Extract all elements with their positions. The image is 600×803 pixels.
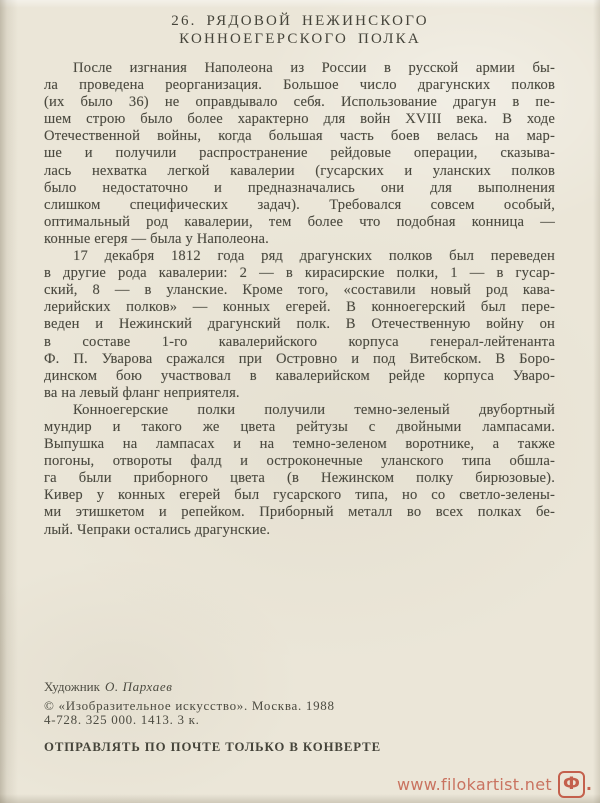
- text-line: После изгнания Наполеона из России в русской армии бы-: [73, 60, 555, 76]
- text-line: Кивер у конных егерей был гусарского типа, но со светло-зелены-: [44, 487, 555, 504]
- text-line: мундир и такого же цвета рейтузы с двойными лампасами.: [44, 418, 555, 435]
- text-line: было недостаточно и предназначались они для выполнения: [44, 179, 555, 196]
- watermark: [397, 771, 592, 798]
- text-line: лерийских полков» — конных егерей. В конноегерский был пере-: [44, 299, 555, 316]
- card-title: [0, 13, 600, 48]
- text-line: конные егеря — была у Наполеона.: [44, 230, 269, 247]
- text-line: лась нехватка легкой кавалерии (гусарских и уланских полков: [44, 162, 555, 179]
- text-line: в составе 1-го кавалерийского корпуса генерал-лейтенанта: [44, 333, 555, 350]
- text-line: (их было 36) не оправдывало себя. Использование драгун в пе-: [44, 94, 555, 111]
- text-line: Ф. П. Уварова сражался при Островно и под Витебском. В Боро-: [44, 350, 555, 367]
- text-line: 17 декабря 1812 года ряд драгунских полков был переведен: [73, 248, 555, 265]
- artist-name: О. Пархаев: [104, 679, 173, 694]
- text-line: шем строю было более характерно для войн XVIII века. В ходе: [44, 111, 555, 128]
- watermark-suffix: .: [585, 775, 592, 794]
- watermark-url: www.filokartist.net: [396, 775, 552, 794]
- text-line: Выпушка на лампасах и на темно-зеленом воротнике, а также: [44, 436, 555, 453]
- card-title-line2: КОННОЕГЕРСКОГО ПОЛКА: [179, 30, 421, 47]
- imprint-block: [44, 680, 524, 726]
- text-line: ше и получили распространение рейдовые операции, сказыва-: [44, 145, 555, 162]
- text-line: ми этишкетом и репейком. Приборный металл во всех полках бе-: [44, 504, 555, 521]
- text-line: Отечественной войны, когда большая часть боев велась на мар-: [44, 128, 555, 145]
- filokartist-logo-icon: Ф: [558, 771, 585, 798]
- text-line: слишком специфических задач). Требовался совсем особый,: [44, 196, 555, 213]
- text-line: Конноегерские полки получили темно-зеленый двубортный: [73, 401, 555, 418]
- text-line: ский, 8 — в уланские. Кроме того, «составили новый род кава-: [44, 282, 555, 299]
- mail-notice: ОТПРАВЛЯТЬ ПО ПОЧТЕ ТОЛЬКО В КОНВЕРТЕ: [44, 740, 382, 754]
- text-line: оптимальный род кавалерии, тем более что подобная конница —: [44, 213, 555, 230]
- text-line: в другие рода кавалерии: 2 — в кирасирские полки, 1 — в гусар-: [44, 265, 555, 282]
- print-code: 4-728. 325 000. 1413. 3 к.: [44, 712, 200, 727]
- text-line: погоны, отвороты фалд и остроконечные уланского типа обшла-: [44, 453, 555, 470]
- text-line: динском бою участвовал в кавалерийском рейде корпуса Уваро-: [44, 367, 555, 384]
- text-line: лый. Чепраки остались драгунские.: [44, 521, 271, 538]
- copyright-line: © «Изобразительное искусство». Москва. 1988: [44, 698, 335, 713]
- artist-credit: [44, 680, 524, 693]
- description-text: [44, 60, 555, 539]
- text-line: веден и Нежинский драгунский полк. В Отечественную войну он: [44, 316, 555, 333]
- text-line: ва на левый фланг неприятеля.: [44, 384, 240, 401]
- text-line: ла проведена реорганизация. Большое число драгунских полков: [44, 77, 555, 94]
- artist-label: Художник: [44, 679, 100, 694]
- text-line: га были приборного цвета (в Нежинском полку бирюзовые).: [44, 470, 555, 487]
- card-title-line1: 26. РЯДОВОЙ НЕЖИНСКОГО: [171, 13, 429, 29]
